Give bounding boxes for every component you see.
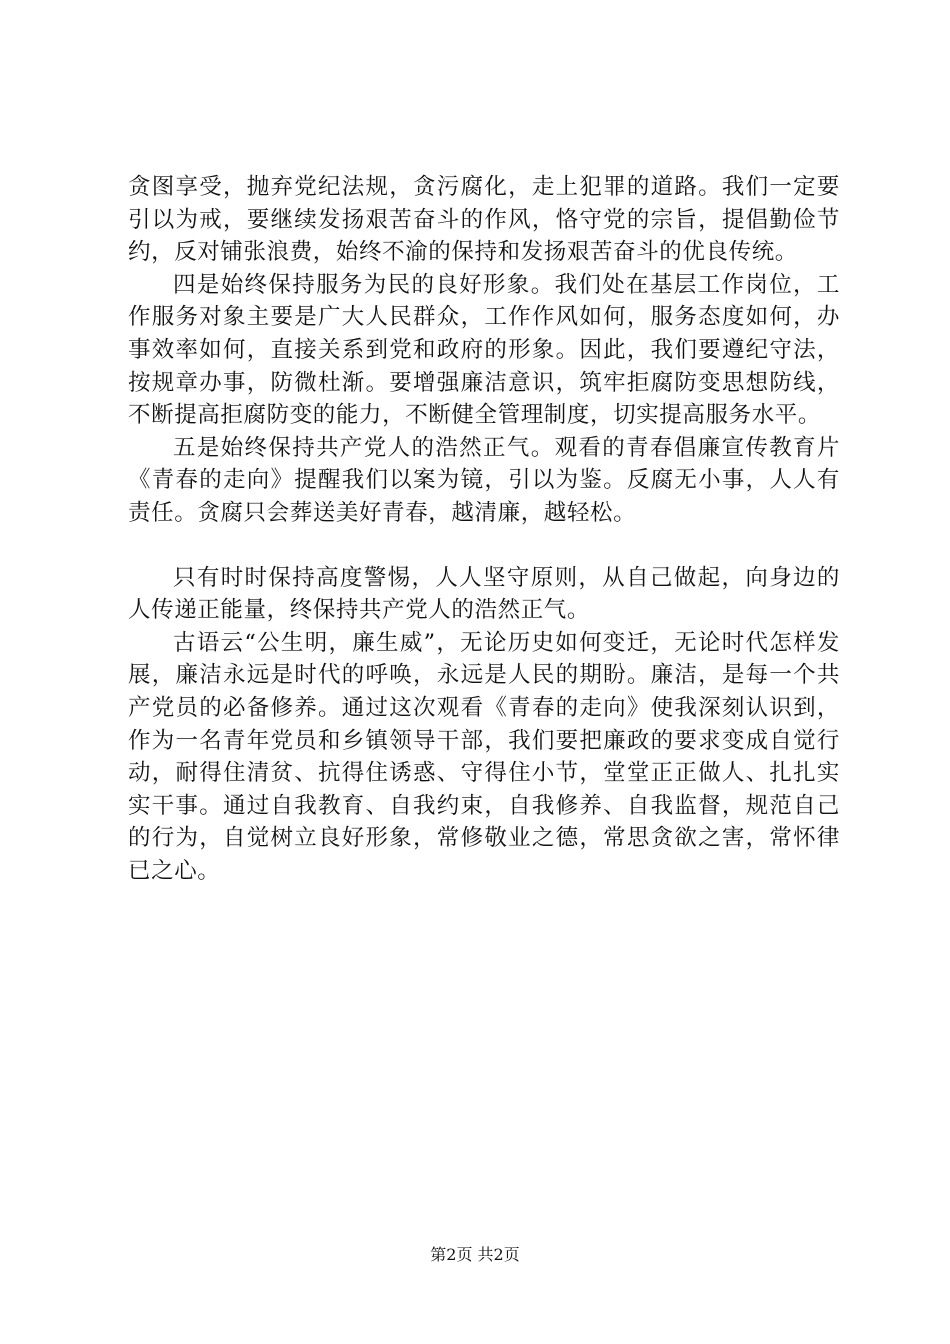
paragraph-conclusion: 古语云“公生明，廉生威”，无论历史如何变迁，无论时代怎样发展，廉洁永远是时代的呼唤，永远是人民的期盼。廉洁，是每一个共产党员的必备修养。通过这次观看《青春的走向》使我深刻认识到，作为一名青年党员和乡镇领导干部，我们要把廉政的要求变成自觉行动，耐得住清贫、抗得住诱惑、守得住小节，堂堂正正做人、扎扎实实干事。通过自我教育、自我约束，自我修养、自我监督，规范自己的行为，自觉树立良好形象，常修敬业之德，常思贪欲之害，常怀律已之心。 (128, 629, 840, 884)
paragraph-point-five: 五是始终保持共产党人的浩然正气。观看的青春倡廉宣传教育片《青春的走向》提醒我们以案为镜，引以为鉴。反腐无小事，人人有责任。贪腐只会葬送美好青春，越清廉，越轻松。 (128, 434, 840, 526)
document-body (128, 171, 840, 887)
paragraph-vigilance: 只有时时保持高度警惕，人人坚守原则，从自己做起，向身边的人传递正能量，终保持共产党人的浩然正气。 (128, 564, 840, 624)
paragraph-point-four: 四是始终保持服务为民的良好形象。我们处在基层工作岗位，工作服务对象主要是广大人民群众，工作作风如何，服务态度如何，办事效率如何，直接关系到党和政府的形象。因此，我们要遵纪守法，按规章办事，防微杜渐。要增强廉洁意识，筑牢拒腐防变思想防线，不断提高拒腐防变的能力，不断健全管理制度，切实提高服务水平。 (128, 271, 840, 429)
page-number-footer: 第2页 共2页 (430, 1245, 520, 1264)
paragraph-continuation: 贪图享受，抛弃党纪法规，贪污腐化，走上犯罪的道路。我们一定要引以为戒，要继续发扬艰苦奋斗的作风，恪守党的宗旨，提倡勤俭节约，反对铺张浪费，始终不渝的保持和发扬艰苦奋斗的优良传统。 (128, 174, 840, 266)
